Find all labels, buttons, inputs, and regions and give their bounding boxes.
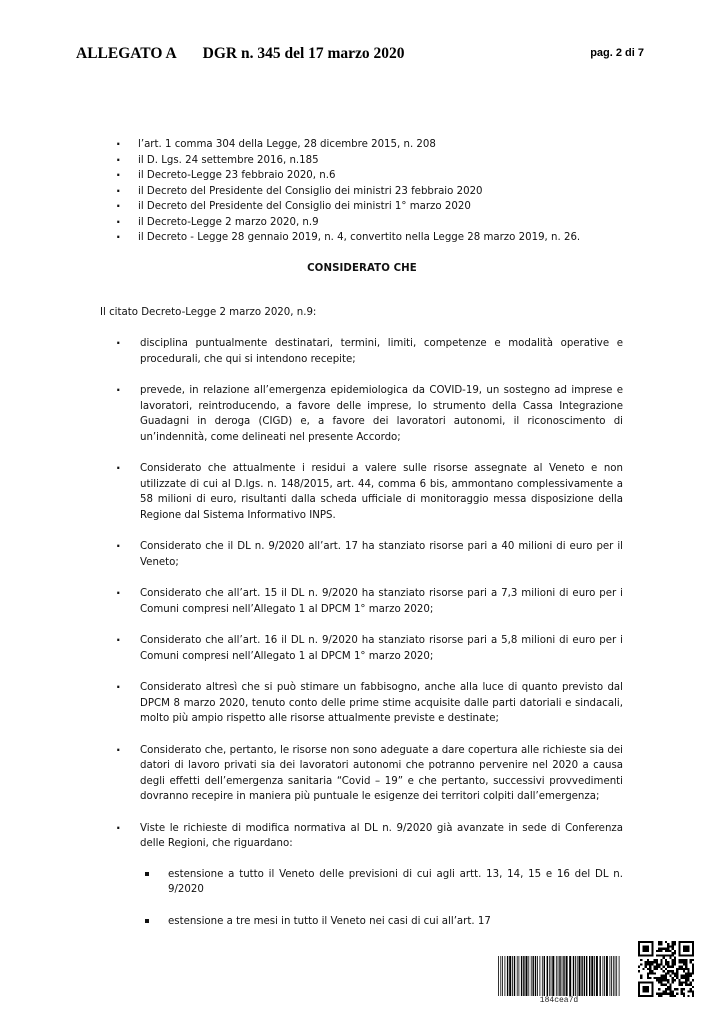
reference-item: · il Decreto del Presidente del Consiglio dei ministri 23 febbraio 2020	[113, 184, 580, 200]
barcode-code: 184cea7d	[539, 996, 579, 1005]
reference-item: · il Decreto del Presidente del Consiglio dei ministri 1° marzo 2020	[113, 199, 580, 215]
consideration-item: · Considerato che il DL n. 9/2020 all’art. 17 ha stanziato risorse pari a 40 milioni di euro per il Veneto;	[113, 539, 623, 570]
allegato-label: ALLEGATO A	[76, 45, 177, 62]
consideration-item: · disciplina puntualmente destinatari, termini, limiti, competenze e modalità operative e procedurali, che qui si intendono recepite;	[113, 336, 623, 367]
requests-sublist	[140, 867, 623, 930]
consideration-item-with-sublist	[113, 821, 623, 930]
qr-code	[638, 941, 694, 997]
consideration-item: · Considerato che all’art. 15 il DL n. 9/2020 ha stanziato risorse pari a 7,3 milioni di euro per i Comuni compresi nell’Allegato 1 al DPCM 1° marzo 2020;	[113, 586, 623, 617]
considerations-list	[113, 336, 623, 945]
reference-item: · il Decreto - Legge 28 gennaio 2019, n. 4, convertito nella Legge 28 marzo 2019, n. 26.	[113, 230, 580, 246]
consideration-text: Viste le richieste di modifica normativa al DL n. 9/2020 già avanzate in sede di Conferenza delle Regioni, che riguardano:	[140, 822, 623, 849]
reference-item: · il Decreto-Legge 2 marzo 2020, n.9	[113, 215, 580, 231]
sublist-item: estensione a tre mesi in tutto il Veneto nei casi di cui all’art. 17	[140, 914, 623, 930]
reference-item: · l’art. 1 comma 304 della Legge, 28 dicembre 2015, n. 208	[113, 137, 580, 153]
dgr-reference: DGR n. 345 del 17 marzo 2020	[202, 45, 405, 62]
legal-references-list	[113, 137, 580, 246]
section-heading: CONSIDERATO CHE	[307, 263, 417, 274]
consideration-item: · Considerato che attualmente i residui a valere sulle risorse assegnate al Veneto e non utilizzate di cui al D.lgs. n. 148/2015, art. 44, comma 6 bis, ammontano complessivamente a 58 milioni di euro, risultanti dalla scheda ufficiale di monitoraggio messa disposizione della Regione dal Sistema Informativo INPS.	[113, 461, 623, 523]
document-header	[76, 45, 405, 63]
reference-item: · il Decreto-Legge 23 febbraio 2020, n.6	[113, 168, 580, 184]
barcode	[497, 956, 621, 996]
consideration-item: · prevede, in relazione all’emergenza epidemiologica da COVID-19, un sostegno ad imprese e lavoratori, reintroducendo, a favore delle imprese, lo strumento della Cassa Integrazione Guadagni in deroga (CIGD) e, a favore dei lavoratori autonomi, il riconoscimento di un’indennità, come delineati nel presente Accordo;	[113, 383, 623, 445]
consideration-item: · Considerato che all’art. 16 il DL n. 9/2020 ha stanziato risorse pari a 5,8 milioni di euro per i Comuni compresi nell’Allegato 1 al DPCM 1° marzo 2020;	[113, 633, 623, 664]
reference-item: · il D. Lgs. 24 settembre 2016, n.185	[113, 153, 580, 169]
page-number: pag. 2 di 7	[590, 47, 644, 59]
sublist-item: estensione a tutto il Veneto delle previsioni di cui agli artt. 13, 14, 15 e 16 del DL n. 9/2020	[140, 867, 623, 898]
consideration-item: · Considerato che, pertanto, le risorse non sono adeguate a dare copertura alle richieste sia dei datori di lavoro privati sia dei lavoratori autonomi che potranno pervenire nel 2020 a causa degli effetti dell’emergenza sanitaria “Covid – 19” e che pertanto, successivi provvedimenti dovranno recepire in maniera più puntuale le esigenze dei territori colpiti dall’emergenza;	[113, 743, 623, 805]
consideration-item: · Considerato altresì che si può stimare un fabbisogno, anche alla luce di quanto previsto dal DPCM 8 marzo 2020, tenuto conto delle prime stime acquisite dalle parti datoriali e sindacali, molto più ampio rispetto alle risorse attualmente previste e destinate;	[113, 680, 623, 727]
intro-paragraph: Il citato Decreto-Legge 2 marzo 2020, n.9:	[100, 307, 317, 318]
